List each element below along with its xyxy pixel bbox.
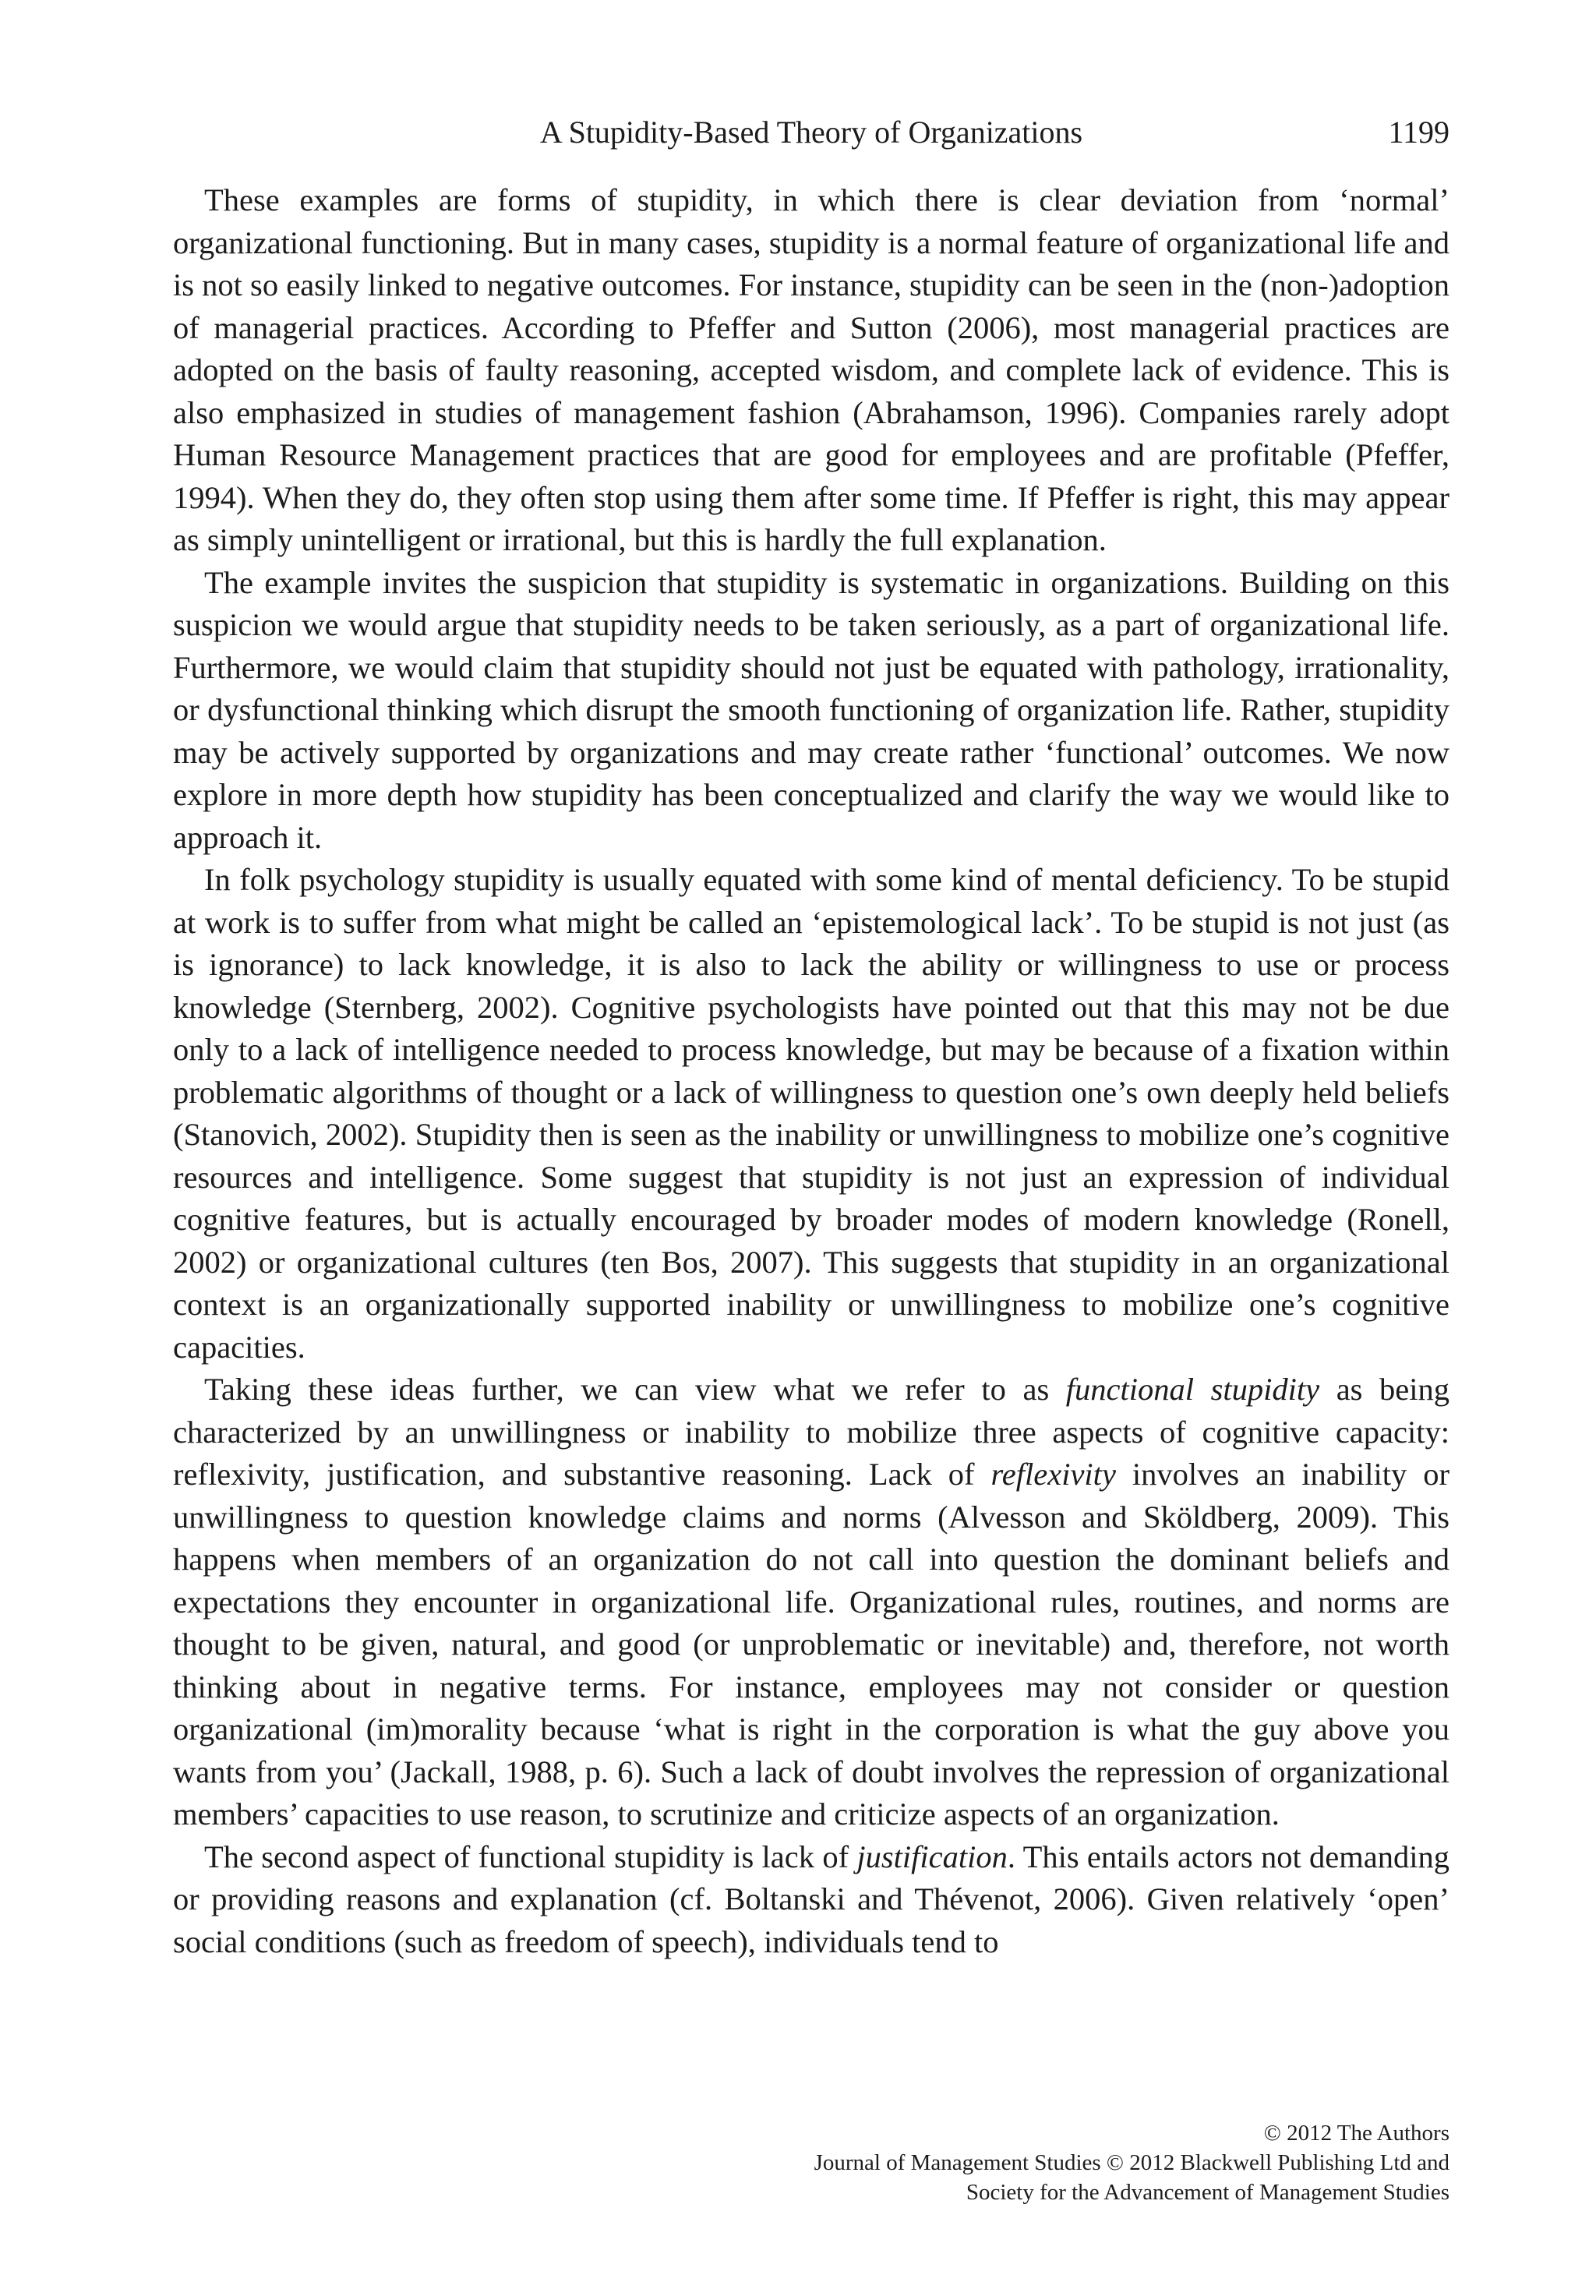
paragraph-2: The example invites the suspicion that stupidity is systematic in organizations. Building on this suspicion we would argue that stupidity needs to be taken seriously, as a part of organizational life. Furthermore, we would claim that stupidity should not just be equated with pathology, irrationality, or dysfunctional thinking which disrupt the smooth functioning of organization life. Rather, stupidity may be actively supported by organizations and may create rather ‘functional’ outcomes. We now explore in more depth how stupidity has been conceptualized and clarify the way we would like to approach it. — [173, 564, 1449, 855]
running-header — [173, 109, 1449, 156]
paragraph-5-text-a: The second aspect of functional stupidity is lack of — [204, 1839, 857, 1874]
term-reflexivity: reflexivity — [990, 1457, 1116, 1492]
term-justification: justification — [856, 1839, 1008, 1874]
paragraph-5-text-b: . This entails actors not demanding or providing reasons and explanation (cf. Boltanski and Thévenot, 2006). Given relatively ‘open’ social conditions (such as freedom of speech), individuals tend to — [173, 1839, 1449, 1959]
page-number: 1199 — [1388, 115, 1449, 150]
copyright-footer — [173, 2118, 1449, 2207]
paragraph-3: In folk psychology stupidity is usually equated with some kind of mental deficiency. To be stupid at work is to suffer from what might be called an ‘epistemological lack’. To be stupid is not just (as is ignorance) to lack knowledge, it is also to lack the ability or willingness to use or process knowledge (Sternberg, 2002). Cognitive psychologists have pointed out that this may not be due only to a lack of intelligence needed to process knowledge, but may be because of a fixation within problematic algorithms of thought or a lack of willingness to question one’s own deeply held beliefs (Stanovich, 2002). Stupidity then is seen as the inability or unwillingness to mobilize one’s cognitive resources and intelligence. Some suggest that stupidity is not just an expression of individual cognitive features, but is actually encouraged by broader modes of modern knowledge (Ronell, 2002) or organizational cultures (ten Bos, 2007). This suggests that stupidity in an organizational context is an organizationally supported inability or unwillingness to mobilize one’s cognitive capacities. — [173, 862, 1449, 1365]
term-functional-stupidity: functional stupidity — [1065, 1372, 1320, 1407]
running-title: A Stupidity-Based Theory of Organizations — [539, 115, 1083, 150]
copyright-authors: © 2012 The Authors — [1263, 2121, 1449, 2146]
paragraph-4-text-c: involves an inability or unwillingness to question knowledge claims and norms (Alvesson and Sköldberg, 2009). This happens when members of an organization do not call into question the dominant beliefs and expectations they encounter in organizational life. Organizational rules, routines, and norms are thought to be given, natural, and good (or unproblematic or inevitable) and, therefore, not worth thinking about in negative terms. For instance, employees may not consider or question organizational (im)morality because ‘what is right in the corporation is what the guy above you wants from you’ (Jackall, 1988, p. 6). Such a lack of doubt involves the repression of organizational members’ capacities to use reason, to scrutinize and criticize aspects of an organization. — [173, 1457, 1449, 1832]
copyright-society: Society for the Advancement of Management Studies — [966, 2180, 1449, 2205]
paragraph-4-text-a: Taking these ideas further, we can view what we refer to as — [204, 1372, 1066, 1407]
paragraph-4-text-b: as being characterized by an unwillingness or inability to mobilize three aspects of cognitive capacity: reflexivity, justification, and substantive reasoning. Lack of — [173, 1372, 1450, 1492]
paragraph-4 — [173, 1369, 1449, 1836]
paragraph-5 — [173, 1836, 1449, 1964]
copyright-journal: Journal of Management Studies © 2012 Blackwell Publishing Ltd and — [814, 2150, 1449, 2175]
article-body — [173, 179, 1449, 1963]
paragraph-1: These examples are forms of stupidity, in which there is clear deviation from ‘normal’ organizational functioning. But in many cases, stupidity is a normal feature of organizational life and is not so easily linked to negative outcomes. For instance, stupidity can be seen in the (non-)adoption of managerial practices. According to Pfeffer and Sutton (2006), most managerial practices are adopted on the basis of faulty reasoning, accepted wisdom, and complete lack of evidence. This is also emphasized in studies of management fashion (Abrahamson, 1996). Companies rarely adopt Human Resource Management practices that are good for employees and are profitable (Pfeffer, 1994). When they do, they often stop using them after some time. If Pfeffer is right, this may appear as simply unintelligent or irrational, but this is hardly the full explanation. — [173, 182, 1449, 557]
